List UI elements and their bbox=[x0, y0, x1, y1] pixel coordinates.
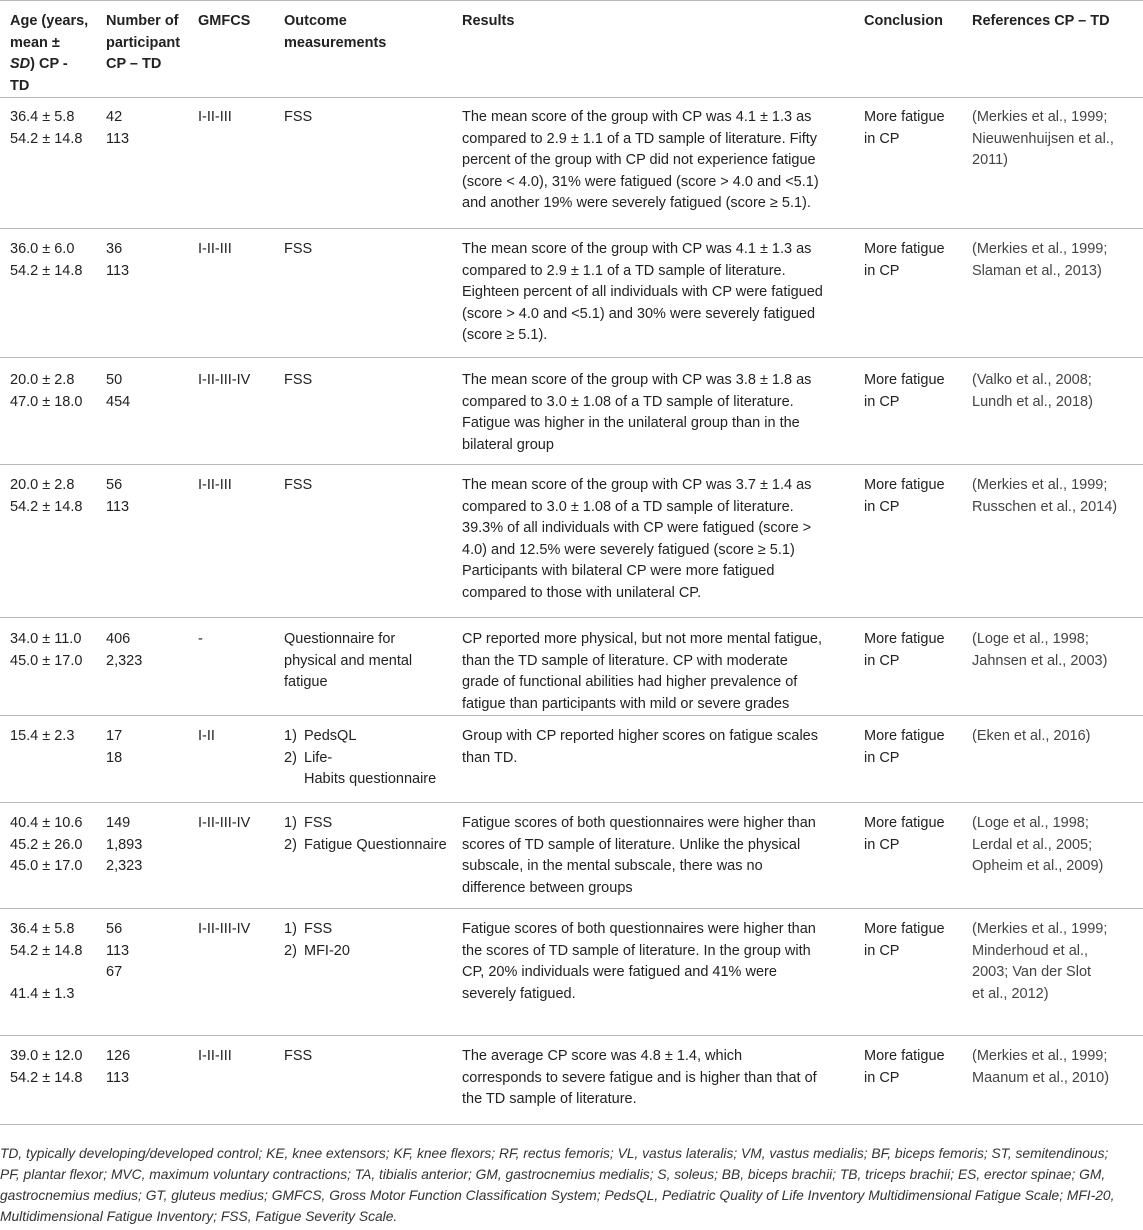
outcome-line: FSS bbox=[284, 241, 313, 257]
participants-cell bbox=[96, 465, 188, 618]
age-line: 36.0 ± 6.0 bbox=[10, 241, 75, 257]
conclusion-line: in CP bbox=[864, 942, 900, 959]
conclusion-cell bbox=[854, 465, 962, 618]
outcome-list-text: MFI-20 bbox=[304, 942, 350, 959]
results-line: 39.3% of all individuals with CP were fatigued (score > bbox=[462, 520, 812, 536]
age-line bbox=[10, 962, 90, 984]
gmfcs-value: I-II-III bbox=[198, 109, 232, 125]
conclusion-line: in CP bbox=[864, 749, 900, 766]
conclusion-line: in CP bbox=[864, 130, 900, 147]
footnote-line: Multidimensional Fatigue Inventory; FSS, Fatigue Severity Scale. bbox=[0, 1209, 398, 1224]
conclusion-line: in CP bbox=[864, 262, 900, 279]
age-line: 36.4 ± 5.8 bbox=[10, 921, 75, 937]
age-line: 47.0 ± 18.0 bbox=[10, 393, 83, 410]
conclusion-line: More fatigue bbox=[864, 815, 945, 831]
outcome-cell bbox=[274, 716, 452, 803]
participants-cell bbox=[96, 618, 188, 716]
gmfcs-cell bbox=[188, 803, 274, 909]
references-cell bbox=[962, 229, 1143, 358]
outcome-line: FSS bbox=[284, 109, 313, 125]
age-cell bbox=[0, 716, 96, 803]
results-line: grade of functional abilities had higher prevalence of bbox=[462, 674, 798, 690]
conclusion-line: in CP bbox=[864, 498, 900, 515]
footnote-line: gastrocnemius medius; GT, gluteus medius; GMFCS, Gross Motor Function Classification System; PedsQL, Pediatric Quality of Life Inventory Multidimensional Fatigue Scale; MFI-20, bbox=[0, 1188, 1115, 1203]
refs-line: (Loge et al., 1998; bbox=[972, 815, 1089, 831]
age-line: 45.0 ± 17.0 bbox=[10, 858, 83, 874]
n-line: 113 bbox=[106, 942, 130, 959]
refs-line: (Merkies et al., 1999; bbox=[972, 1048, 1108, 1064]
outcome-cell bbox=[274, 803, 452, 909]
results-line: The average CP score was 4.8 ± 1.4, which bbox=[462, 1048, 743, 1064]
conclusion-line: More fatigue bbox=[864, 241, 945, 257]
gmfcs-cell bbox=[188, 465, 274, 618]
conclusion-cell bbox=[854, 358, 962, 465]
conclusion-line: More fatigue bbox=[864, 631, 945, 647]
references-cell bbox=[962, 98, 1143, 229]
results-line: and another 19% were severely fatigued (score ≥ 5.1). bbox=[462, 195, 811, 211]
results-line: 4.0) and 12.5% were severely fatigued (score ≥ 5.1) bbox=[462, 541, 795, 558]
gmfcs-cell bbox=[188, 229, 274, 358]
conclusion-line: in CP bbox=[864, 652, 900, 669]
conclusion-cell bbox=[854, 909, 962, 1036]
participants-cell bbox=[96, 229, 188, 358]
age-line: 45.0 ± 17.0 bbox=[10, 652, 83, 669]
results-cell bbox=[452, 909, 854, 1036]
age-line: 15.4 ± 2.3 bbox=[10, 728, 75, 744]
refs-line: Nieuwenhuijsen et al., bbox=[972, 130, 1114, 147]
header-participants: Number of participant CP – TD bbox=[96, 1, 188, 98]
gmfcs-cell bbox=[188, 358, 274, 465]
table-row bbox=[0, 229, 1143, 358]
age-line: 54.2 ± 14.8 bbox=[10, 498, 83, 515]
age-cell bbox=[0, 803, 96, 909]
refs-line: (Merkies et al., 1999; bbox=[972, 241, 1108, 257]
header-age: Age (years, mean ± SD) CP - TD bbox=[0, 1, 96, 98]
outcome-cell bbox=[274, 909, 452, 1036]
participants-cell bbox=[96, 358, 188, 465]
results-line: subscale, in the mental subscale, there was no bbox=[462, 858, 763, 874]
outcome-list-item bbox=[284, 941, 446, 963]
table-row bbox=[0, 1036, 1143, 1125]
conclusion-line: in CP bbox=[864, 393, 900, 410]
results-line: compared to those with unilateral CP. bbox=[462, 584, 702, 601]
results-line: percent of the group with CP did not experience fatigue bbox=[462, 152, 816, 168]
results-cell bbox=[452, 1036, 854, 1125]
results-cell bbox=[452, 98, 854, 229]
conclusion-cell bbox=[854, 229, 962, 358]
results-line: the scores of TD sample of literature. In the group with bbox=[462, 942, 811, 959]
conclusion-cell bbox=[854, 803, 962, 909]
conclusion-line: in CP bbox=[864, 1069, 900, 1086]
n-line: 36 bbox=[106, 241, 123, 257]
results-line: compared to 2.9 ± 1.1 of a TD sample of literature. bbox=[462, 262, 786, 279]
age-cell bbox=[0, 229, 96, 358]
refs-line: Jahnsen et al., 2003) bbox=[972, 652, 1108, 669]
refs-line: 2011) bbox=[972, 152, 1009, 168]
table-row bbox=[0, 465, 1143, 618]
n-line: 56 bbox=[106, 477, 123, 493]
participants-cell bbox=[96, 1036, 188, 1125]
participants-cell bbox=[96, 716, 188, 803]
n-line: 42 bbox=[106, 109, 123, 125]
age-line: 36.4 ± 5.8 bbox=[10, 109, 75, 125]
age-cell bbox=[0, 358, 96, 465]
n-line: 454 bbox=[106, 393, 131, 410]
outcome-list-number: 1) bbox=[284, 921, 297, 937]
n-line: 113 bbox=[106, 1069, 130, 1086]
results-cell bbox=[452, 618, 854, 716]
gmfcs-value: I-II-III bbox=[198, 1048, 232, 1064]
outcome-list-item bbox=[284, 813, 446, 835]
results-line: scores of TD sample of literature. Unlike the physical bbox=[462, 836, 801, 853]
refs-line: (Eken et al., 2016) bbox=[972, 728, 1091, 744]
gmfcs-value: I-II bbox=[198, 728, 215, 744]
header-results: Results bbox=[452, 1, 854, 98]
refs-line: Lerdal et al., 2005; bbox=[972, 836, 1093, 853]
results-line: (score ≥ 5.1). bbox=[462, 327, 548, 343]
gmfcs-cell bbox=[188, 909, 274, 1036]
results-cell bbox=[452, 465, 854, 618]
outcome-line: fatigue bbox=[284, 674, 328, 690]
outcome-line: Questionnaire for bbox=[284, 631, 396, 647]
age-line: 45.2 ± 26.0 bbox=[10, 836, 83, 853]
results-line: compared to 3.0 ± 1.08 of a TD sample of literature. bbox=[462, 498, 794, 515]
results-line: fatigue than participants with mild or severe grades bbox=[462, 695, 790, 712]
outcome-list-item bbox=[284, 769, 446, 791]
header-outcome: Outcome measurements bbox=[274, 1, 452, 98]
gmfcs-cell bbox=[188, 618, 274, 716]
results-line: Fatigue was higher in the unilateral group than in the bbox=[462, 415, 800, 431]
results-cell bbox=[452, 803, 854, 909]
results-cell bbox=[452, 716, 854, 803]
age-line: 54.2 ± 14.8 bbox=[10, 130, 83, 147]
gmfcs-cell bbox=[188, 1036, 274, 1125]
header-row bbox=[0, 1, 1143, 98]
outcome-list-item bbox=[284, 726, 446, 748]
results-line: The mean score of the group with CP was 4.1 ± 1.3 as bbox=[462, 241, 812, 257]
footnote-line: PF, plantar flexor; MVC, maximum voluntary contractions; TA, tibialis anterior; GM, gastrocnemius medialis; S, soleus; BB, biceps brachii; TB, triceps brachii; ES, erector spinae; GM, bbox=[0, 1167, 1106, 1182]
n-line: 1,893 bbox=[106, 836, 143, 853]
conclusion-line: More fatigue bbox=[864, 1048, 945, 1064]
age-line: 34.0 ± 11.0 bbox=[10, 631, 82, 647]
age-cell bbox=[0, 909, 96, 1036]
age-cell bbox=[0, 1036, 96, 1125]
conclusion-line: More fatigue bbox=[864, 728, 945, 744]
refs-line: Maanum et al., 2010) bbox=[972, 1069, 1110, 1086]
outcome-list-number: 1) bbox=[284, 728, 297, 744]
results-line: the TD sample of literature. bbox=[462, 1091, 637, 1107]
table-row bbox=[0, 98, 1143, 229]
conclusion-line: More fatigue bbox=[864, 477, 945, 493]
results-line: CP reported more physical, but not more mental fatigue, bbox=[462, 631, 823, 647]
refs-line: Minderhoud et al., bbox=[972, 942, 1089, 959]
outcome-line: physical and mental bbox=[284, 652, 413, 669]
n-line: 17 bbox=[106, 728, 123, 744]
gmfcs-value: I-II-III-IV bbox=[198, 921, 251, 937]
references-cell bbox=[962, 618, 1143, 716]
table-body bbox=[0, 98, 1143, 1125]
results-line: compared to 2.9 ± 1.1 of a TD sample of literature. Fifty bbox=[462, 130, 818, 147]
results-line: The mean score of the group with CP was 3.7 ± 1.4 as bbox=[462, 477, 812, 493]
age-line: 54.2 ± 14.8 bbox=[10, 1069, 83, 1086]
outcome-list-text: FSS bbox=[304, 921, 333, 937]
outcome-line: FSS bbox=[284, 1048, 313, 1064]
table-row bbox=[0, 803, 1143, 909]
results-line: Fatigue scores of both questionnaires were higher than bbox=[462, 815, 816, 831]
age-line: 40.4 ± 10.6 bbox=[10, 815, 83, 831]
n-line: 113 bbox=[106, 498, 130, 515]
refs-line: et al., 2012) bbox=[972, 985, 1049, 1002]
age-line: 39.0 ± 12.0 bbox=[10, 1048, 83, 1064]
references-cell bbox=[962, 909, 1143, 1036]
outcome-list-item bbox=[284, 835, 446, 857]
table-row bbox=[0, 909, 1143, 1036]
results-line: corresponds to severe fatigue and is higher than that of bbox=[462, 1069, 817, 1086]
n-line: 2,323 bbox=[106, 858, 143, 874]
outcome-list-number: 2) bbox=[284, 942, 297, 959]
participants-cell bbox=[96, 909, 188, 1036]
age-cell bbox=[0, 98, 96, 229]
n-line: 406 bbox=[106, 631, 131, 647]
age-line: 54.2 ± 14.8 bbox=[10, 262, 83, 279]
results-line: Participants with bilateral CP were more fatigued bbox=[462, 563, 775, 579]
conclusion-cell bbox=[854, 1036, 962, 1125]
table-row bbox=[0, 716, 1143, 803]
outcome-cell bbox=[274, 358, 452, 465]
gmfcs-value: - bbox=[198, 631, 203, 647]
header-references: References CP – TD bbox=[962, 1, 1143, 98]
refs-line: (Loge et al., 1998; bbox=[972, 631, 1089, 647]
conclusion-cell bbox=[854, 618, 962, 716]
results-line: CP, 20% individuals were fatigued and 41% were bbox=[462, 964, 777, 980]
refs-line: (Valko et al., 2008; bbox=[972, 372, 1092, 388]
results-cell bbox=[452, 229, 854, 358]
footnote-line: TD, typically developing/developed control; KE, knee extensors; KF, knee flexors; RF, rectus femoris; VL, vastus lateralis; VM, vastus medialis; BF, biceps femoris; ST, semitendinous; bbox=[0, 1146, 1109, 1161]
results-line: Fatigue scores of both questionnaires were higher than bbox=[462, 921, 816, 937]
results-line: Eighteen percent of all individuals with CP were fatigued bbox=[462, 284, 823, 300]
conclusion-line: More fatigue bbox=[864, 921, 945, 937]
outcome-line: FSS bbox=[284, 372, 313, 388]
n-line: 113 bbox=[106, 262, 130, 279]
outcome-list-text: Fatigue Questionnaire bbox=[304, 836, 447, 853]
results-line: The mean score of the group with CP was 4.1 ± 1.3 as bbox=[462, 109, 812, 125]
refs-line: 2003; Van der Slot bbox=[972, 964, 1092, 980]
refs-line: (Merkies et al., 1999; bbox=[972, 109, 1108, 125]
results-line: (score > 4.0 and <5.1) and 30% were severely fatigued bbox=[462, 305, 816, 322]
outcome-list-text: FSS bbox=[304, 815, 333, 831]
n-line: 113 bbox=[106, 130, 130, 147]
n-line: 126 bbox=[106, 1048, 131, 1064]
n-line: 67 bbox=[106, 964, 123, 980]
table-footnote bbox=[0, 1143, 1140, 1227]
refs-line: Slaman et al., 2013) bbox=[972, 262, 1102, 279]
participants-cell bbox=[96, 98, 188, 229]
n-line: 56 bbox=[106, 921, 123, 937]
refs-line: Opheim et al., 2009) bbox=[972, 858, 1104, 874]
gmfcs-value: I-II-III-IV bbox=[198, 372, 251, 388]
outcome-list-text: PedsQL bbox=[304, 728, 357, 744]
conclusion-line: in CP bbox=[864, 836, 900, 853]
age-line: 41.4 ± 1.3 bbox=[10, 985, 75, 1002]
conclusion-line: More fatigue bbox=[864, 109, 945, 125]
gmfcs-cell bbox=[188, 98, 274, 229]
outcome-cell bbox=[274, 1036, 452, 1125]
results-line: than the TD sample of literature. CP with moderate bbox=[462, 652, 788, 669]
outcome-cell bbox=[274, 465, 452, 618]
outcome-list-number: 1) bbox=[284, 815, 297, 831]
outcome-list-number: 2) bbox=[284, 836, 297, 853]
age-cell bbox=[0, 465, 96, 618]
age-line: 54.2 ± 14.8 bbox=[10, 942, 83, 959]
refs-line: Lundh et al., 2018) bbox=[972, 393, 1093, 410]
results-line: Group with CP reported higher scores on fatigue scales bbox=[462, 728, 818, 744]
outcome-line: FSS bbox=[284, 477, 313, 493]
table-row bbox=[0, 358, 1143, 465]
refs-line: (Merkies et al., 1999; bbox=[972, 477, 1108, 493]
outcome-list-item bbox=[284, 919, 446, 941]
conclusion-cell bbox=[854, 716, 962, 803]
n-line: 2,323 bbox=[106, 652, 143, 669]
outcome-list-text: Life- bbox=[304, 749, 333, 766]
age-cell bbox=[0, 618, 96, 716]
refs-line: Russchen et al., 2014) bbox=[972, 498, 1118, 515]
gmfcs-value: I-II-III-IV bbox=[198, 815, 251, 831]
outcome-list-item bbox=[284, 748, 446, 770]
outcome-list-number: 2) bbox=[284, 749, 297, 766]
results-line: severely fatigued. bbox=[462, 985, 576, 1002]
outcome-cell bbox=[274, 618, 452, 716]
results-line: bilateral group bbox=[462, 436, 554, 453]
conclusion-cell bbox=[854, 98, 962, 229]
results-line: than TD. bbox=[462, 749, 518, 766]
references-cell bbox=[962, 465, 1143, 618]
n-line: 149 bbox=[106, 815, 131, 831]
outcome-cell bbox=[274, 229, 452, 358]
gmfcs-value: I-II-III bbox=[198, 241, 232, 257]
age-line: 20.0 ± 2.8 bbox=[10, 372, 75, 388]
header-conclusion: Conclusion bbox=[854, 1, 962, 98]
table-row bbox=[0, 618, 1143, 716]
participants-cell bbox=[96, 803, 188, 909]
gmfcs-value: I-II-III bbox=[198, 477, 232, 493]
results-line: compared to 3.0 ± 1.08 of a TD sample of literature. bbox=[462, 393, 794, 410]
outcome-list-text: Habits questionnaire bbox=[304, 771, 437, 787]
results-line: The mean score of the group with CP was 3.8 ± 1.8 as bbox=[462, 372, 812, 388]
age-line: 20.0 ± 2.8 bbox=[10, 477, 75, 493]
results-cell bbox=[452, 358, 854, 465]
references-cell bbox=[962, 803, 1143, 909]
refs-line: (Merkies et al., 1999; bbox=[972, 921, 1108, 937]
results-line: difference between groups bbox=[462, 879, 633, 896]
conclusion-line: More fatigue bbox=[864, 372, 945, 388]
n-line: 18 bbox=[106, 749, 123, 766]
results-line: (score < 4.0), 31% were fatigued (score > 4.0 and <5.1) bbox=[462, 173, 819, 190]
references-cell bbox=[962, 716, 1143, 803]
references-cell bbox=[962, 358, 1143, 465]
n-line: 50 bbox=[106, 372, 123, 388]
header-gmfcs: GMFCS bbox=[188, 1, 274, 98]
outcome-cell bbox=[274, 98, 452, 229]
gmfcs-cell bbox=[188, 716, 274, 803]
references-cell bbox=[962, 1036, 1143, 1125]
